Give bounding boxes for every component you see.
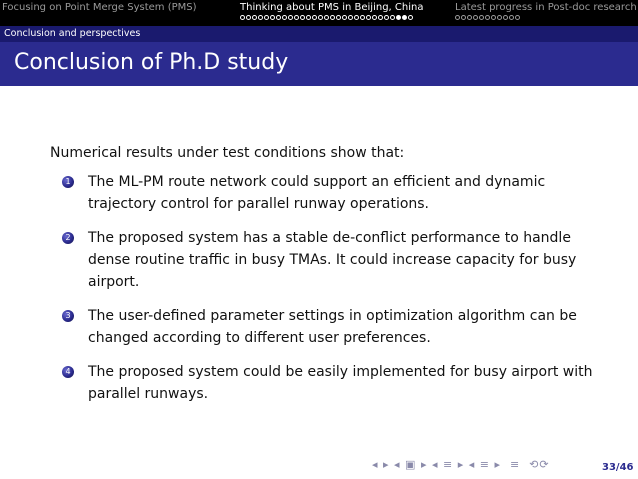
page-number: 33/46 (602, 462, 634, 473)
nav-section-postdoc[interactable]: Latest progress in Post-doc research (455, 2, 637, 13)
slide-title-bar (0, 42, 638, 86)
list-item (50, 171, 610, 215)
section-nav-bar (0, 0, 638, 26)
numbered-bullet-icon: 1 (62, 176, 74, 188)
beamer-navigation-controls[interactable]: ◂ ▸ ◂ ▣ ▸ ◂ ≡ ▸ ◂ ≡ ▸ ≡ ⟲⟳ (372, 458, 550, 471)
lead-text: Numerical results under test conditions show that: (50, 145, 405, 161)
list-item-text: The proposed system could be easily implemented for busy airport with parallel runways. (88, 364, 593, 402)
numbered-bullet-icon: 2 (62, 232, 74, 244)
subsection-title: Conclusion and perspectives (4, 28, 141, 39)
list-item (50, 361, 610, 405)
slide-content (50, 145, 610, 417)
list-item-text: The user-defined parameter settings in optimization algorithm can be changed according to different user preferences. (88, 308, 577, 346)
conclusion-list (50, 171, 610, 405)
slide-progress-dots-beijing[interactable] (240, 15, 414, 23)
list-item-text: The ML-PM route network could support an efficient and dynamic trajectory control for parallel runway operations. (88, 174, 546, 212)
slide-progress-dots-postdoc[interactable] (455, 15, 521, 23)
numbered-bullet-icon: 3 (62, 310, 74, 322)
nav-section-beijing[interactable]: Thinking about PMS in Beijing, China (240, 2, 424, 13)
slide-title: Conclusion of Ph.D study (14, 50, 289, 75)
subsection-bar (0, 26, 638, 42)
numbered-bullet-icon: 4 (62, 366, 74, 378)
list-item-text: The proposed system has a stable de-conflict performance to handle dense routine traffic in busy TMAs. It could increase capacity for busy airport. (88, 230, 577, 290)
list-item (50, 305, 610, 349)
nav-section-pms[interactable]: Focusing on Point Merge System (PMS) (2, 2, 197, 13)
list-item (50, 227, 610, 293)
